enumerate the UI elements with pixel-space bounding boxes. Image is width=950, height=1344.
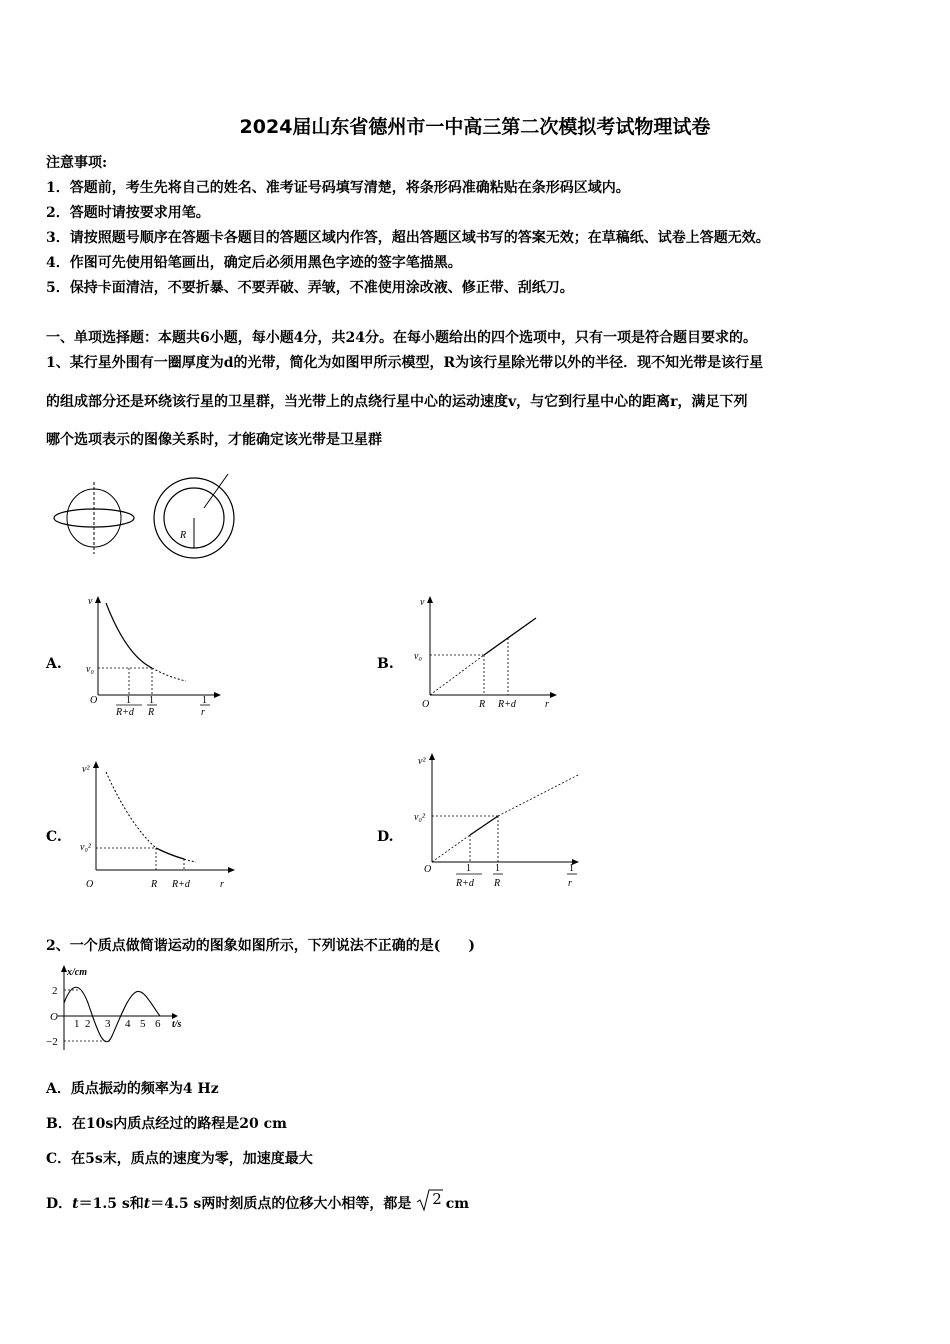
x-axis-numerator: 1: [569, 863, 574, 874]
option-c-graph: [80, 760, 240, 890]
x-tick-label: 6: [155, 1018, 161, 1030]
option-a-graph: [86, 595, 226, 720]
x-tick-label: 3: [105, 1018, 111, 1030]
y-axis-label: x/cm: [67, 967, 87, 978]
q2-option-b[interactable]: [46, 1113, 287, 1133]
planet-ring-figure: [46, 470, 246, 570]
x-tick-denominator: R: [494, 878, 501, 889]
section-heading: 一、单项选择题：本题共6小题，每小题4分，共24分。在每小题给出的四个选项中，只有一项是符合题目要求的。: [46, 330, 757, 346]
time-variable: t: [143, 1196, 151, 1212]
unit-label: cm: [445, 1196, 470, 1212]
option-letter: C．: [46, 1151, 72, 1167]
option-d-graph: [412, 752, 587, 892]
y-tick-label: 2: [52, 985, 58, 997]
x-axis-denominator: r: [568, 878, 572, 889]
y-axis-label: v: [88, 596, 93, 607]
option-letter: A．: [46, 1081, 71, 1097]
x-tick-label: R: [479, 699, 486, 710]
option-text: 质点振动的频率为4 Hz: [70, 1081, 219, 1097]
option-d-label[interactable]: D.: [377, 829, 394, 845]
x-axis-numerator: 1: [202, 695, 207, 706]
notice-item: 2．答题时请按要求用笔。: [46, 205, 210, 221]
q2-option-a[interactable]: [46, 1078, 219, 1098]
x-tick-label: 2: [85, 1018, 91, 1030]
x-tick-denominator: R+d: [456, 878, 474, 889]
x-tick-label: 1: [74, 1018, 80, 1030]
time-variable: t: [72, 1196, 79, 1212]
option-text: ＝4.5 s两时刻质点的位移大小相等，都是: [150, 1196, 412, 1212]
x-axis-label: r: [220, 879, 224, 890]
y-tick-label: v₀²: [414, 812, 425, 823]
option-text: 在5s末，质点的速度为零，加速度最大: [71, 1151, 313, 1167]
question-1-line: 1、某行星外围有一圈厚度为d的光带，简化为如图甲所示模型，R为该行星除光带以外的半径．现不知光带是该行星: [46, 355, 764, 371]
option-letter: B．: [46, 1116, 72, 1132]
y-tick-label: −2: [46, 1036, 58, 1048]
question-1-line: 的组成部分还是环绕该行星的卫星群，当光带上的点绕行星中心的运动速度v，与它到行星中心的距离r，满足下列: [46, 394, 748, 410]
origin-label: O: [422, 699, 430, 710]
y-axis-label: v²: [418, 756, 426, 767]
x-tick-numerator: 1: [126, 695, 131, 706]
option-a-label[interactable]: A.: [46, 656, 62, 672]
q2-option-c[interactable]: [46, 1148, 313, 1168]
option-b-label[interactable]: B.: [377, 656, 394, 672]
x-axis-denominator: r: [201, 707, 205, 718]
notice-item: 1．答题前，考生先将自己的姓名、准考证号码填写清楚，将条形码准确粘贴在条形码区域内。: [46, 180, 630, 196]
y-tick-label: v₀²: [80, 842, 91, 853]
option-text: ＝1.5 s和: [78, 1196, 144, 1212]
origin-label: O: [424, 864, 432, 875]
origin-label: O: [90, 695, 98, 706]
y-axis-label: v: [420, 597, 425, 608]
x-tick-numerator: 1: [495, 863, 500, 874]
notice-item: 3．请按照题号顺序在答题卡各题目的答题区域内作答，超出答题区域书写的答案无效；在草稿纸、试卷上答题无效。: [46, 230, 770, 246]
sqrt-expression: [416, 1188, 454, 1212]
origin-label: O: [50, 1011, 58, 1023]
radius-label: R: [180, 530, 187, 541]
y-axis-label: v²: [82, 764, 90, 775]
x-tick-numerator: 1: [466, 863, 471, 874]
x-tick-denominator: R: [148, 707, 155, 718]
notice-item: 4．作图可先使用铅笔画出，确定后必须用黑色字迹的签字笔描黑。: [46, 255, 462, 271]
shm-graph: [44, 962, 204, 1054]
origin-label: O: [86, 879, 94, 890]
option-letter: D．: [46, 1196, 73, 1212]
x-tick-label: R+d: [498, 699, 516, 710]
y-tick-label: v₀: [86, 664, 94, 675]
page-title: 2024届山东省德州市一中高三第二次模拟考试物理试卷: [239, 116, 711, 138]
x-tick-label: 4: [125, 1018, 131, 1030]
x-tick-label: R: [151, 879, 158, 890]
x-tick-denominator: R+d: [116, 707, 134, 718]
x-axis-label: r: [545, 699, 549, 710]
option-text: 在10s内质点经过的路程是20 cm: [71, 1116, 287, 1132]
x-tick-label: 5: [140, 1018, 146, 1030]
y-tick-label: v₀: [414, 651, 422, 662]
option-c-label[interactable]: C.: [46, 829, 62, 845]
x-tick-label: R+d: [172, 879, 190, 890]
x-tick-numerator: 1: [149, 695, 154, 706]
question-1-line: 哪个选项表示的图像关系时，才能确定该光带是卫星群: [46, 432, 382, 448]
option-b-graph: [412, 595, 562, 720]
question-2-stem: 2、一个质点做简谐运动的图象如图所示，下列说法不正确的是( ): [46, 938, 475, 954]
notice-heading: 注意事项:: [46, 155, 108, 171]
notice-item: 5．保持卡面清洁，不要折暴、不要弄破、弄皱，不准使用涂改液、修正带、刮纸刀。: [46, 280, 574, 296]
q2-option-d[interactable]: [46, 1192, 469, 1216]
x-axis-label: t/s: [172, 1019, 182, 1030]
sqrt-radicand: 2: [432, 1190, 442, 1208]
